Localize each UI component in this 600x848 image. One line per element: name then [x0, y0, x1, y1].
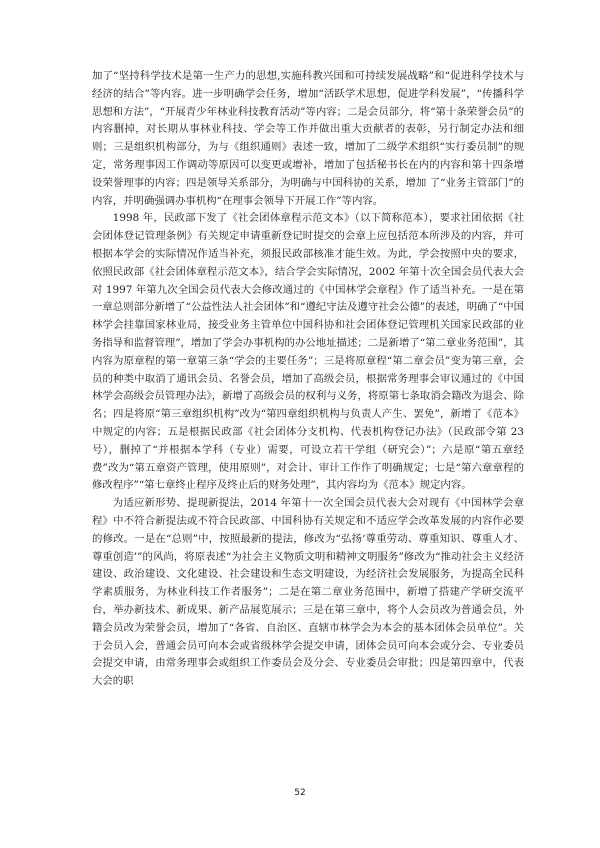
paragraph-2: 1998 年，民政部下发了《社会团体章程示范文本》（以下简称范本），要求社团依据《社会团体登记管理条例》有关规定申请重新登记时提交的会章上应包括范本所涉及的内容，并可根据本学会的实际情况作适当补充，须报民政部核准才能生效。为此，学会按照中央的要求，依照民政部《社会团体章程示范文本》，结合学会实际情况，2002 年第十次全国会员代表大会对 1997 年第九次全国会员代表大会修改通过的《中国林学会章程》作了适当补充。一是在第一章总则部分新增了“公益性法人社会团体”和“遵纪守法及遵守社会公德”的表述，明确了“中国林学会挂靠国家林业局，接受业务主管单位中国科协和社会团体登记管理机关国家民政部的业务指导和监督管理”，增加了学会办事机构的办公地址描述；二是新增了“第二章业务范围”，其内容为原章程的第一章第三条“学会的主要任务”；三是将原章程“第二章会员”变为第三章，会员的种类中取消了通讯会员、名誉会员，增加了高级会员，根据常务理事会审议通过的《中国林学会高级会员管理办法》，新增了高级会员的权利与义务，将原第七条取消会籍改为退会、除名；四是将原“第三章组织机构”改为“第四章组织机构与负责人产生、罢免”，新增了《范本》中规定的内容；五是根据民政部《社会团体分支机构、代表机构登记办法》（民政部令第 23 号），删掉了“并根据本学科（专业）需要，可设立若干学组（研究会）”；六是原“第五章经费”改为“第五章资产管理，使用原则”，对会计、审计工作作了明确规定；七是“第六章章程的修改程序”“第七章终止程序及终止后的财务处理”，其内容均为《范本》规定内容。 — [92, 212, 524, 492]
paragraph-3: 为适应新形势、提现新提法，2014 年第十一次全国会员代表大会对现有《中国林学会章程》中不符合新提法或不符合民政部、中国科协有关规定和不适应学会改革发展的内容作必要的修改。一是在“总则”中，按照最新的提法，修改为“弘扬‘尊重劳动、尊重知识、尊重人才、尊重创造’”的风尚，将原表述“为社会主义物质文明和精神文明服务”修改为“推动社会主义经济建设、政治建设、文化建设、社会建设和生态文明建设，为经济社会发展服务，为提高全民科学素质服务，为林业科技工作者服务”；二是在第二章业务范围中，新增了搭建产学研交流平台，举办新技术、新成果、新产品展览展示；三是在第三章中，将个人会员改为普通会员，外籍会员改为荣誉会员，增加了“各省、自治区、直辖市林学会为本会的基本团体会员单位”。关于会员入会，普通会员可向本会或省级林学会提交申请，团体会员可向本会或分会、专业委员会提交申请，由常务理事会或组织工作委员会及分会、专业委员会审批；四是第四章中，代表大会的职 — [92, 497, 524, 688]
page-body — [92, 68, 524, 691]
page-number: 52 — [294, 788, 306, 798]
paragraph-1: 加了“坚持科学技术是第一生产力的思想,实施科教兴国和可持续发展战略”和“促进科学技术与经济的结合”等内容。进一步明确学会任务，增加“活跃学术思想，促进学科发展”，“传播科学思想和方法”，“开展青少年林业科技教育活动”等内容；二是会员部分，将“第十条荣誉会员”的内容删掉，对长期从事林业科技、学会等工作并做出重大贡献者的表彰，另行制定办法和细则；三是组织机构部分，为与《组织通则》表述一致，增加了二级学术组织“实行委员制”的规定，常务理事因工作调动等原因可以变更或增补，增加了包括秘书长在内的内容和第十四条增设荣誉理事的内容；四是领导关系部分，为明确与中国科协的关系，增加 了“业务主管部门”的内容，并明确强调办事机构“在理事会领导下开展工作”等内容。 — [92, 70, 524, 207]
